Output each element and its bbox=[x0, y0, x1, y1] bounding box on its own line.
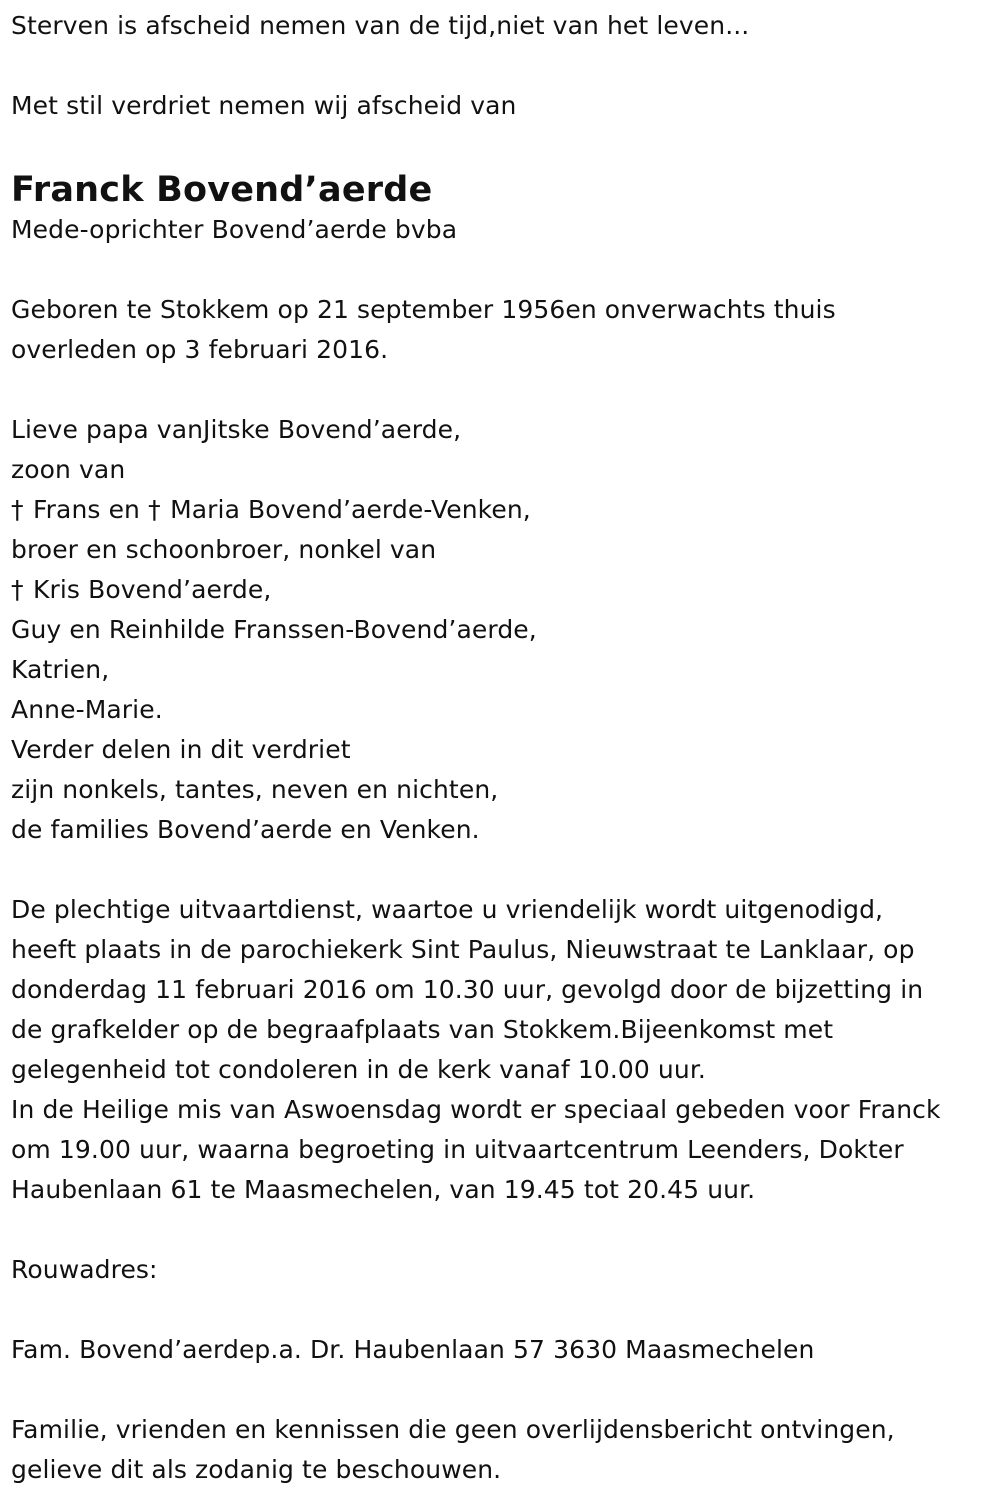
deceased-name: Franck Bovend’aerde bbox=[11, 170, 433, 210]
cross-icon: † bbox=[148, 495, 161, 524]
family-line-share-grief: Verder delen in dit verdriet bbox=[11, 735, 351, 764]
brother-name: Kris Bovend’aerde, bbox=[33, 575, 272, 604]
birth-death-line-2: overleden op 3 februari 2016. bbox=[11, 335, 389, 364]
address-label: Rouwadres: bbox=[11, 1255, 158, 1284]
family-line-son-of: zoon van bbox=[11, 455, 126, 484]
service-line: de grafkelder op de begraafplaats van Stokkem.Bijeenkomst met bbox=[11, 1015, 834, 1044]
spacer bbox=[11, 1290, 996, 1330]
family-line-sister: Guy en Reinhilde Franssen-Bovend’aerde, bbox=[11, 615, 537, 644]
service-line: donderdag 11 februari 2016 om 10.30 uur, gevolgd door de bijzetting in bbox=[11, 975, 924, 1004]
deceased-role: Mede-oprichter Bovend’aerde bvba bbox=[11, 215, 458, 244]
spacer bbox=[11, 46, 996, 86]
service-line: In de Heilige mis van Aswoensdag wordt er speciaal gebeden voor Franck bbox=[11, 1095, 941, 1124]
service-line: om 19.00 uur, waarna begroeting in uitvaartcentrum Leenders, Dokter bbox=[11, 1135, 904, 1164]
cross-icon: † bbox=[11, 575, 24, 604]
spacer bbox=[11, 250, 996, 290]
spacer bbox=[11, 850, 996, 890]
spacer bbox=[11, 1370, 996, 1410]
service-line: Haubenlaan 61 te Maasmechelen, van 19.45 tot 20.45 uur. bbox=[11, 1175, 756, 1204]
parent-mother: Maria Bovend’aerde-Venken, bbox=[170, 495, 531, 524]
family-line-anne-marie: Anne-Marie. bbox=[11, 695, 163, 724]
parent-father: Frans en bbox=[33, 495, 141, 524]
birth-death-line-1: Geboren te Stokkem op 21 september 1956en onverwachts thuis bbox=[11, 295, 836, 324]
family-line-relatives: zijn nonkels, tantes, neven en nichten, bbox=[11, 775, 499, 804]
service-line: heeft plaats in de parochiekerk Sint Paulus, Nieuwstraat te Lanklaar, op bbox=[11, 935, 915, 964]
address-value: Fam. Bovend’aerdep.a. Dr. Haubenlaan 57 3630 Maasmechelen bbox=[11, 1335, 815, 1364]
family-line-brother bbox=[11, 570, 996, 610]
closing-line-2: gelieve dit als zodanig te beschouwen. bbox=[11, 1455, 502, 1484]
obituary-document bbox=[11, 6, 996, 1490]
family-line-daughter: Lieve papa vanJitske Bovend’aerde, bbox=[11, 415, 462, 444]
closing-line-1: Familie, vrienden en kennissen die geen overlijdensbericht ontvingen, bbox=[11, 1415, 895, 1444]
family-line-parents bbox=[11, 490, 996, 530]
spacer bbox=[11, 370, 996, 410]
service-line: De plechtige uitvaartdienst, waartoe u vriendelijk wordt uitgenodigd, bbox=[11, 895, 884, 924]
family-line-families: de families Bovend’aerde en Venken. bbox=[11, 815, 480, 844]
service-line: gelegenheid tot condoleren in de kerk vanaf 10.00 uur. bbox=[11, 1055, 706, 1084]
intro-farewell: Met stil verdriet nemen wij afscheid van bbox=[11, 91, 517, 120]
spacer bbox=[11, 1210, 996, 1250]
family-line-katrien: Katrien, bbox=[11, 655, 110, 684]
cross-icon: † bbox=[11, 495, 24, 524]
spacer bbox=[11, 126, 996, 166]
family-line-siblings-intro: broer en schoonbroer, nonkel van bbox=[11, 535, 437, 564]
intro-quote: Sterven is afscheid nemen van de tijd,niet van het leven... bbox=[11, 11, 750, 40]
